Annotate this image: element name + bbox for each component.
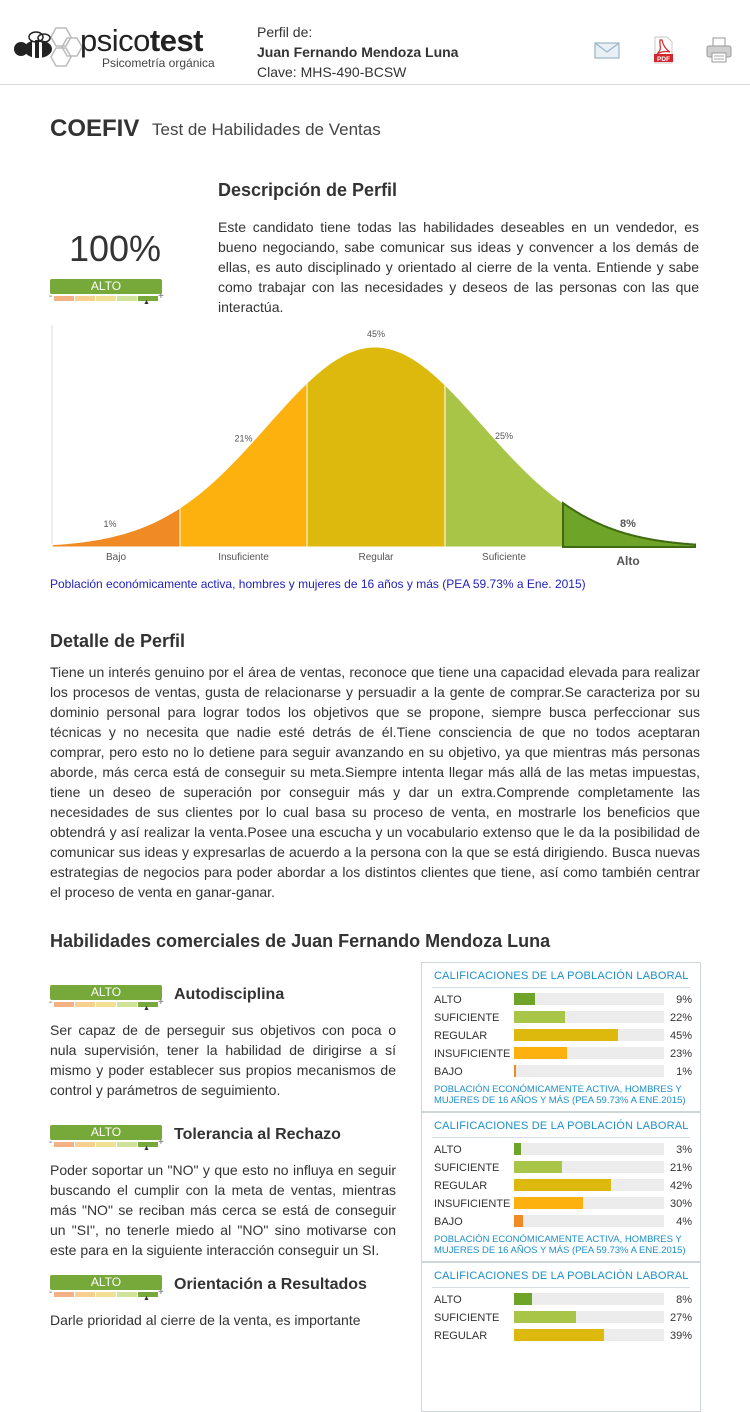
skill-level-badge [50,985,164,1011]
skill-name: Tolerancia al Rechazo [174,1126,341,1143]
email-icon[interactable] [593,36,621,64]
stats-bar-track [514,1311,664,1323]
chart-category-label: Bajo [105,552,127,563]
skill-level-badge [50,1125,164,1151]
stats-row-value: 21% [669,1162,692,1174]
stats-row-value: 39% [669,1330,692,1342]
skill-level-label: ALTO [50,1125,162,1140]
stats-bar [514,1293,532,1305]
scale-plus: + [158,291,164,302]
print-icon[interactable] [705,36,733,64]
stats-bar [514,1215,523,1227]
population-stats-box [421,962,701,1112]
stats-footer: POBLACIÓN ECONÓMICAMENTE ACTIVA, HOMBRES Y MUJERES DE 16 AÑOS Y MÁS (PEA 59.73% A ENE.2015) [434,1234,686,1256]
pdf-icon-label: PDF [657,56,670,63]
test-code: COEFIV [50,115,140,142]
stats-row-value: 4% [676,1216,692,1228]
stats-bar-track [514,1197,664,1209]
scale-segment [75,1142,96,1147]
population-stats-box [421,1262,701,1412]
scale-segment [117,1292,138,1297]
profile-label: Perfil de: [257,24,313,40]
skill-description: Poder soportar un "NO" y que esto no influya en seguir buscando el cumplir con la meta de ventas, mientras más "NO" se reciban más cerca se está de conseguir un "SI", no tenerle miedo al "NO" sino motivarse con este para en la siguiente interacción conseguir un SI. [50,1162,396,1258]
stats-bar-track [514,1329,664,1341]
scale-plus: + [158,1287,164,1298]
scale-marker-icon: ▲ [143,1295,150,1302]
chart-area-regular [307,347,445,547]
result-percent: 100% [68,228,162,269]
stats-title: CALIFICACIONES DE LA POBLACIÓN LABORAL [434,1120,689,1132]
stats-row-label: SUFICIENTE [434,1312,500,1324]
stats-bar [514,1029,618,1041]
stats-row-label: INSUFICIENTE [434,1198,511,1210]
stats-row [434,1309,692,1327]
scale-plus: + [158,997,164,1008]
stats-bar-track [514,1047,664,1059]
stats-row [434,1195,692,1213]
level-label: ALTO [50,279,162,294]
profile-info [257,22,458,82]
stats-row-label: REGULAR [434,1030,488,1042]
stats-bar-track [514,1065,664,1077]
stats-divider [432,1137,690,1138]
stats-row [434,1177,692,1195]
stats-row-value: 23% [669,1048,692,1060]
skills-title: Habilidades comerciales de Juan Fernando Mendoza Luna [50,931,551,951]
header [0,0,750,85]
stats-row-label: SUFICIENTE [434,1012,500,1024]
scale-segment [96,1292,117,1297]
scale-segment [117,1142,138,1147]
stats-row-label: INSUFICIENTE [434,1048,511,1060]
stats-row-value: 9% [676,994,692,1006]
stats-bar [514,1047,567,1059]
chart-value-label: 21% [234,433,253,444]
scale-minus: - [49,997,53,1008]
test-name: Test de Habilidades de Ventas [152,120,381,139]
chart-category-label: Regular [358,552,394,563]
scale-segment [96,296,117,301]
stats-title: CALIFICACIONES DE LA POBLACIÓN LABORAL [434,1270,689,1282]
profile-name: Juan Fernando Mendoza Luna [257,44,459,60]
stats-row-value: 22% [669,1012,692,1024]
skill-level-label: ALTO [50,985,162,1000]
scale-minus: - [49,1287,53,1298]
stats-footer: POBLACIÓN ECONÓMICAMENTE ACTIVA, HOMBRES Y MUJERES DE 16 AÑOS Y MÁS (PEA 59.73% A ENE.2015) [434,1084,686,1106]
stats-row-label: ALTO [434,1144,462,1156]
stats-row-label: BAJO [434,1066,463,1078]
stats-row [434,991,692,1009]
stats-row [434,1291,692,1309]
population-stats-box [421,1112,701,1262]
stats-bar-track [514,1029,664,1041]
stats-bar-track [514,1143,664,1155]
skill-description: Darle prioridad al cierre de la venta, es importante [50,1312,361,1328]
scale-marker-icon: ▲ [143,1145,150,1152]
stats-row-label: REGULAR [434,1180,488,1192]
stats-row-label: ALTO [434,1294,462,1306]
distribution-chart [50,325,700,570]
detail-text: Tiene un interés genuino por el área de ventas, reconoce que tiene una capacidad elevada para realizar los procesos de ventas, gusta de relacionarse y persuadir a la gente de comprar.Se caracteriza por su dominio personal para lograr todos los objetivos que se propone, siempre busca perfeccionar sus técnicas y no necesita que nadie esté detrás de él.Tiene consciencia de que no todos aceptaran comprar, pero esto no lo detiene para seguir avanzando en su objetivo, ya que mientras más personas aborde, más cerca está de conseguir su meta.Siempre intenta llegar más allá de las metas impuestas, tiene un deseo de superación por conseguir más y dar un extra.Comprende completamente las necesidades de sus clientes por lo cual basa su proceso de venta, en mostrarle los beneficios que obtendrá y así realizar la venta.Posee una escucha y un vocabulario extenso que le da la posibilidad de comunicar sus ideas y expresarlas de acuerdo a la persona con la que se está dirigiendo. Busca nuevas estrategias de negocios para poder abordar a los distintos clientes que tiene, así como también centrar el proceso de venta en ganar-ganar. [50,664,700,900]
stats-bar-track [514,1011,664,1023]
scale-marker-icon: ▲ [143,1005,150,1012]
stats-bar [514,1179,611,1191]
population-note: Población económicamente activa, hombres y mujeres de 16 años y más (PEA 59.73% a Ene. 2015) [50,577,586,591]
bee-hexagon-logo-icon [12,24,78,70]
stats-row [434,1009,692,1027]
stats-bar [514,993,535,1005]
stats-bar-track [514,1161,664,1173]
scale-segment [96,1002,117,1007]
stats-row [434,1141,692,1159]
pdf-icon[interactable] [649,36,677,64]
stats-bar-track [514,1293,664,1305]
stats-row-label: BAJO [434,1216,463,1228]
scale-segment [117,1002,138,1007]
scale-segment [75,296,96,301]
scale-segment [75,1002,96,1007]
stats-bar [514,1161,562,1173]
stats-title: CALIFICACIONES DE LA POBLACIÓN LABORAL [434,970,689,982]
skill-level-label: ALTO [50,1275,162,1290]
stats-row-value: 27% [669,1312,692,1324]
scale-plus: + [158,1137,164,1148]
description-title: Descripción de Perfil [218,180,398,200]
stats-row [434,1027,692,1045]
stats-row-value: 8% [676,1294,692,1306]
stats-bar [514,1311,576,1323]
chart-category-label: Insuficiente [218,552,269,563]
description-text: Este candidato tiene todas las habilidades deseables en un vendedor, es bueno negociando, sabe comunicar sus ideas y convencer a los demás de ellas, es auto disciplinado y orientado al cierre de la venta. Entiende y sabe como trabajar con las necesidades y deseos de las personas con las que interactúa. [218,219,699,315]
stats-divider [432,987,690,988]
stats-bar [514,1143,521,1155]
scale-minus: - [49,1137,53,1148]
stats-row-value: 45% [669,1030,692,1042]
skill-description: Ser capaz de de perseguir sus objetivos con poca o nula supervisión, tener la habilidad de dirigirse a sí mismo y poder establecer sus propios mecanismos de control y parámetros de seguimiento. [50,1022,396,1098]
stats-bar [514,1065,516,1077]
stats-bar [514,1011,565,1023]
stats-row-value: 3% [676,1144,692,1156]
stats-row [434,1063,692,1081]
skill-name: Orientación a Resultados [174,1276,367,1293]
stats-row-label: REGULAR [434,1330,488,1342]
chart-category-label: Suficiente [482,552,526,563]
scale-segment [54,1292,75,1297]
scale-minus: - [49,291,53,302]
skill-name: Autodisciplina [174,986,285,1003]
stats-row [434,1213,692,1231]
scale-segment [54,296,75,301]
chart-value-label: 25% [494,430,514,441]
stats-bar-track [514,1179,664,1191]
stats-row [434,1045,692,1063]
stats-divider [432,1287,690,1288]
stats-row-label: ALTO [434,994,462,1006]
chart-category-label: Alto [616,554,640,568]
stats-row-value: 1% [676,1066,692,1078]
stats-row-value: 42% [669,1180,692,1192]
stats-row-label: SUFICIENTE [434,1162,500,1174]
chart-value-label: 8% [620,518,636,530]
scale-segment [117,296,138,301]
stats-bar-track [514,1215,664,1227]
stats-bar [514,1197,583,1209]
level-badge [50,279,164,305]
scale-marker-icon: ▲ [143,299,150,306]
stats-row-value: 30% [669,1198,692,1210]
scale-segment [75,1292,96,1297]
detail-title: Detalle de Perfil [50,631,186,651]
scale-segment [54,1002,75,1007]
scale-segment [96,1142,117,1147]
brand-name: psicotest [80,23,204,58]
chart-area-suficiente [445,385,563,547]
stats-row [434,1159,692,1177]
skill-level-badge [50,1275,164,1301]
stats-bar [514,1329,604,1341]
profile-key: Clave: MHS-490-BCSW [257,64,407,80]
stats-row [434,1327,692,1345]
chart-area-insuficiente [180,383,307,547]
chart-value-label: 45% [366,329,386,340]
scale-segment [54,1142,75,1147]
brand-tagline: Psicometría orgánica [102,56,215,70]
chart-value-label: 1% [103,519,117,530]
stats-bar-track [514,993,664,1005]
